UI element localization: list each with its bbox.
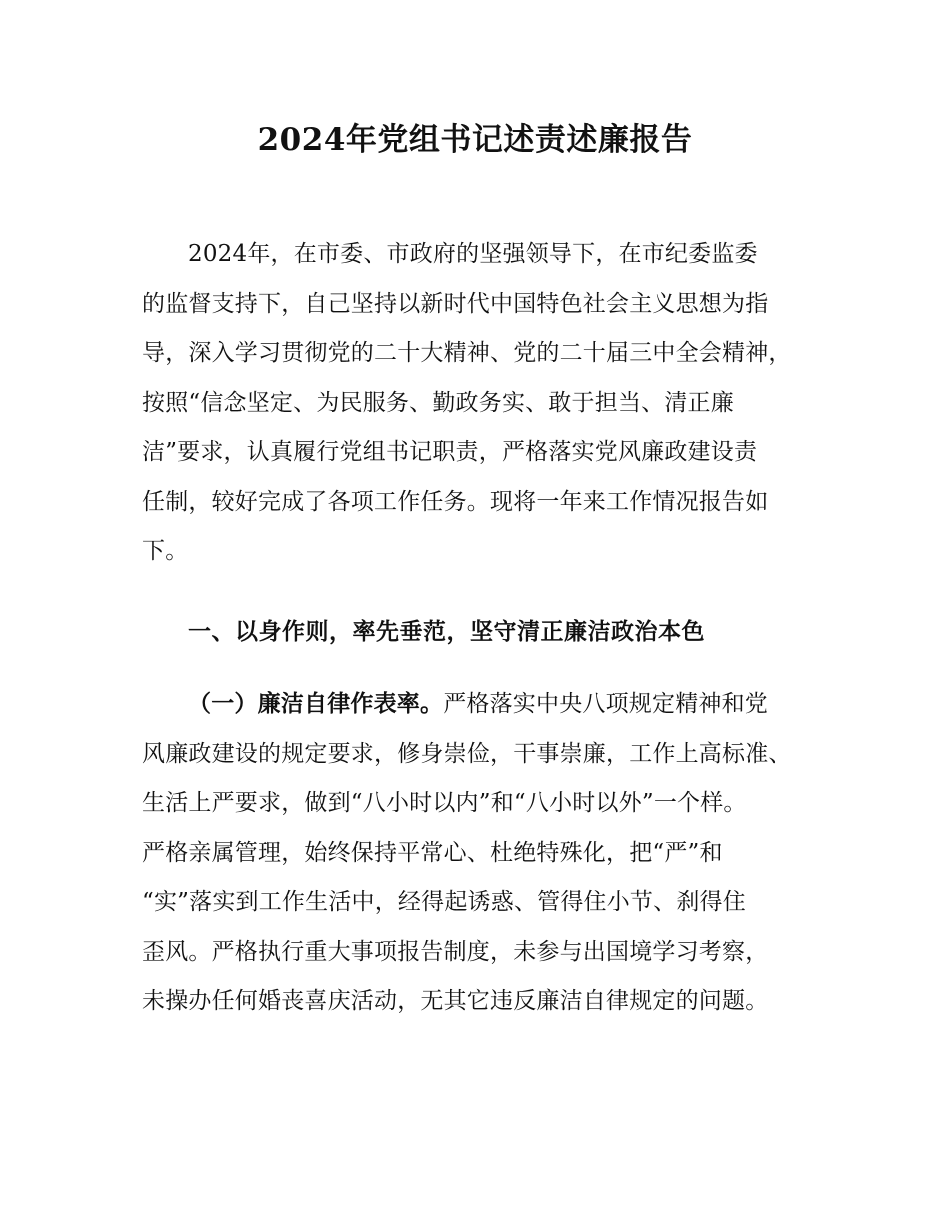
section-heading: 一、以身作则，率先垂范，坚守清正廉洁政治本色	[188, 619, 705, 645]
paragraph-line: 严格亲属管理，始终保持平常心、杜绝特殊化，把“严”和	[142, 839, 723, 866]
paragraph-line: 2024年，在市委、市政府的坚强领导下，在市纪委监委	[188, 241, 758, 267]
document-title: 2024年党组书记述责述廉报告	[257, 122, 693, 158]
paragraph-line: 生活上严要求，做到“八小时以内”和“八小时以外”一个样。	[142, 790, 747, 816]
paragraph-line: 下。	[142, 538, 189, 564]
paragraph-line: 导，深入学习贯彻党的二十大精神、党的二十届三中全会精神，	[142, 340, 792, 366]
paragraph-line-rest: 严格落实中央八项规定精神和党	[443, 691, 769, 717]
paragraph-line: “实”落实到工作生活中，经得起诱惑、管得住小节、刹得住	[142, 889, 746, 915]
paragraph-line: 未操办任何婚丧喜庆活动，无其它违反廉洁自律规定的问题。	[142, 988, 769, 1014]
paragraph-line: 洁”要求，认真履行党组书记职责，严格落实党风廉政建设责	[142, 439, 758, 465]
paragraph-line: 的监督支持下，自己坚持以新时代中国特色社会主义思想为指	[142, 290, 769, 317]
paragraph-line: 歪风。严格执行重大事项报告制度，未参与出国境学习考察，	[142, 938, 769, 965]
paragraph-self-discipline	[142, 680, 832, 1027]
paragraph-line: 任制，较好完成了各项工作任务。现将一年来工作情况报告如	[142, 488, 769, 515]
subsection-lead: （一）廉洁自律作表率。	[188, 691, 444, 717]
paragraph-line: 风廉政建设的规定要求，修身崇俭，干事崇廉，工作上高标准、	[142, 740, 792, 767]
paragraph-line: 按照“信念坚定、为民服务、勤政务实、敢于担当、清正廉	[142, 389, 734, 416]
paragraph-first-line	[142, 680, 832, 730]
paragraph-intro	[142, 230, 832, 577]
